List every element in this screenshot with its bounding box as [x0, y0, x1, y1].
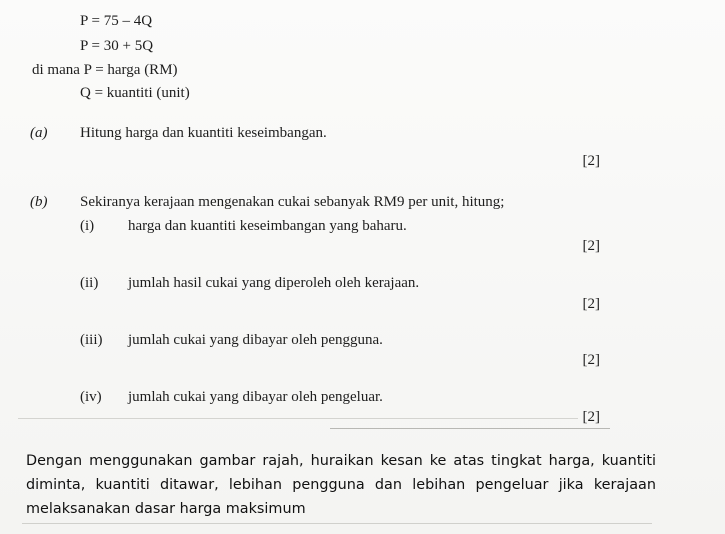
item-iv-marks: [2]: [582, 409, 600, 425]
item-ii-marks: [2]: [582, 296, 600, 312]
bottom-divider: [22, 523, 652, 524]
item-i-text: harga dan kuantiti keseimbangan yang baharu.: [128, 218, 407, 234]
supply-equation: P = 30 + 5Q: [80, 38, 154, 54]
item-i-marks: [2]: [582, 238, 600, 254]
part-b-label: (b): [30, 194, 48, 210]
item-iv-number: (iv): [80, 389, 102, 405]
item-iii-marks: [2]: [582, 352, 600, 368]
item-iii-text: jumlah cukai yang dibayar oleh pengguna.: [128, 332, 383, 348]
price-definition: P = harga (RM): [83, 62, 178, 78]
question-2-line-3: melaksanakan dasar harga maksimum: [26, 501, 306, 517]
item-iv-text: jumlah cukai yang dibayar oleh pengeluar.: [128, 389, 383, 405]
part-a-label: (a): [30, 125, 48, 141]
question-2-line-2: diminta, kuantiti ditawar, lebihan pengguna dan lebihan pengeluar jika kerajaan: [26, 477, 656, 493]
quantity-definition: Q = kuantiti (unit): [80, 85, 190, 101]
item-i-number: (i): [80, 218, 95, 234]
where-label: di mana: [32, 62, 80, 78]
question-2-text: [26, 449, 656, 521]
part-b-question: Sekiranya kerajaan mengenakan cukai sebanyak RM9 per unit, hitung;: [80, 194, 505, 210]
definitions-line: [32, 61, 178, 79]
demand-equation: P = 75 – 4Q: [80, 13, 153, 29]
question-2-line-1: Dengan menggunakan gambar rajah, huraikan kesan ke atas tingkat harga, kuantiti: [26, 453, 656, 469]
item-ii-text: jumlah hasil cukai yang diperoleh oleh kerajaan.: [128, 275, 420, 291]
part-a-question: Hitung harga dan kuantiti keseimbangan.: [80, 125, 327, 141]
item-ii-number: (ii): [80, 275, 99, 291]
item-iii-number: (iii): [80, 332, 103, 348]
page-divider: [18, 418, 578, 419]
page-divider-secondary: [330, 428, 610, 429]
part-a-marks: [2]: [582, 153, 600, 169]
